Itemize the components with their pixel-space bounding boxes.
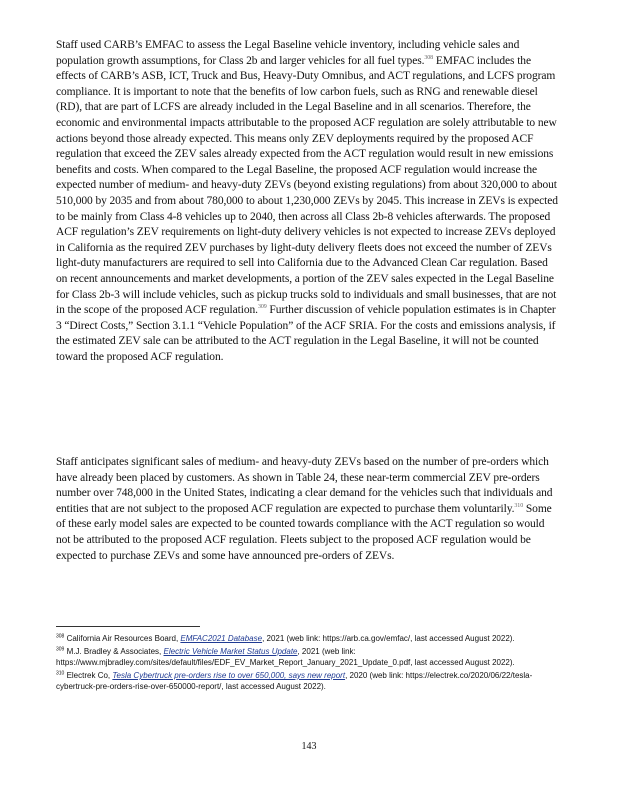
body-paragraph-2 bbox=[56, 455, 560, 564]
footnote-title-link[interactable]: Electric Vehicle Market Status Update bbox=[163, 646, 298, 656]
footnote-separator bbox=[56, 626, 200, 627]
footnote-details: , 2020 (web link: https://electrek.co/2020/06/22/tesla-cybertruck-pre-orders-rise-over-650000-report/, last accessed August 2022). bbox=[56, 670, 533, 692]
footnote-308 bbox=[56, 633, 560, 645]
paragraph-1-text-run-1: Staff used CARB’s EMFAC to assess the Legal Baseline vehicle inventory, including vehicle sales and population growth assumptions, for Class 2b and larger vehicles for all fuel types. bbox=[56, 39, 520, 67]
footnote-ref-309[interactable]: 309 bbox=[257, 304, 267, 311]
footnote-details: , 2021 (web link: https://arb.ca.gov/emfac/, last accessed August 2022). bbox=[262, 634, 515, 643]
footnote-number: 308 bbox=[56, 633, 65, 640]
footnote-source: California Air Resources Board, bbox=[64, 634, 181, 643]
footnote-source: Electrek Co, bbox=[64, 670, 113, 680]
footnote-title-link[interactable]: Tesla Cybertruck pre-orders rise to over 650,000, says new report bbox=[112, 670, 346, 680]
footnote-309 bbox=[56, 646, 560, 669]
footnote-ref-308[interactable]: 308 bbox=[424, 54, 434, 61]
footnote-details: , 2021 (web link: https://www.mjbradley.com/sites/default/files/EDF_EV_Market_Report_January_2021_Update_0.pdf, last accessed August 2022). bbox=[56, 646, 515, 668]
page-number: 143 bbox=[301, 741, 317, 752]
body-paragraph-1 bbox=[56, 38, 560, 365]
footnotes bbox=[56, 633, 560, 694]
footnote-title-link[interactable]: EMFAC2021 Database bbox=[180, 634, 263, 643]
footnote-310 bbox=[56, 670, 560, 693]
footnote-source: M.J. Bradley & Associates, bbox=[64, 646, 164, 656]
paragraph-1-text-run-2: EMFAC includes the effects of CARB’s ASB, ICT, Truck and Bus, Heavy-Duty Omnibus, and ACT regulations, and LCFS program compliance. It is important to note that the benefits of low carbon fuels, such as RNG and renewable diesel (RD), that are part of LCFS are already included in the Legal Baseline and in all scenarios. Therefore, the economic and environmental impacts attributable to the proposed ACF regulation are solely attributable to new actions beyond those already expected. This means only ZEV deployments required by the proposed ACF regulation that exceed the ZEV sales already expected from the ACT regulation would result in new emissions benefits and costs. When compared to the Legal Baseline, the proposed ACF regulation would increase the expected number of medium- and heavy-duty ZEVs (beyond existing regulations) from about 320,000 to about 510,000 by 2035 and from about 780,000 to about 1,230,000 ZEVs by 2045. This increase in ZEVs is expected to be mainly from Class 4-8 vehicles up to 2040, then across all Class 2b-8 vehicles afterwards. The proposed ACF regulation’s ZEV requirements on light-duty delivery vehicles is not expected to increase ZEVs deployed in California as the required ZEV purchases by light-duty delivery fleets does not exceed the number of ZEVs light-duty manufacturers are required to sell into California due to the Advanced Clean Car regulation. Based on recent announcements and market developments, a portion of the ZEV sales expected in the Legal Baseline for Class 2b-3 will include vehicles, such as pickup trucks sold to individuals and small businesses, that are not in the scope of the proposed ACF regulation. bbox=[56, 54, 558, 317]
footnote-number: 310 bbox=[56, 670, 65, 677]
footnote-ref-310[interactable]: 310 bbox=[514, 502, 524, 509]
paragraph-2-text-run-1: Staff anticipates significant sales of medium- and heavy-duty ZEVs based on the number of pre-orders which have already been placed by customers. As shown in Table 24, these near-term commercial ZEV pre-orders number over 748,000 in the United States, indicating a clear demand for the vehicles such that individuals and entities that are not subject to the proposed ACF regulation are expected to purchase them voluntarily. bbox=[56, 456, 553, 515]
paragraph-2-text-run-2: Some of these early model sales are expected to be counted towards compliance with the ACT regulation so would not be attributed to the proposed ACF regulation. Fleets subject to the proposed ACF regulation would be expected to purchase ZEVs and some have announced pre-orders of ZEVs. bbox=[56, 502, 552, 562]
paragraph-1-text-run-3: Further discussion of vehicle population estimates is in Chapter 3 “Direct Costs,” Section 3.1.1 “Vehicle Population” of the ACF SRIA. For the costs and emissions analysis, if the estimated ZEV sale can be attributed to the ACT regulation in the Legal Baseline, it will not be counted toward the proposed ACF regulation. bbox=[56, 304, 556, 363]
footnote-number: 309 bbox=[56, 645, 65, 652]
